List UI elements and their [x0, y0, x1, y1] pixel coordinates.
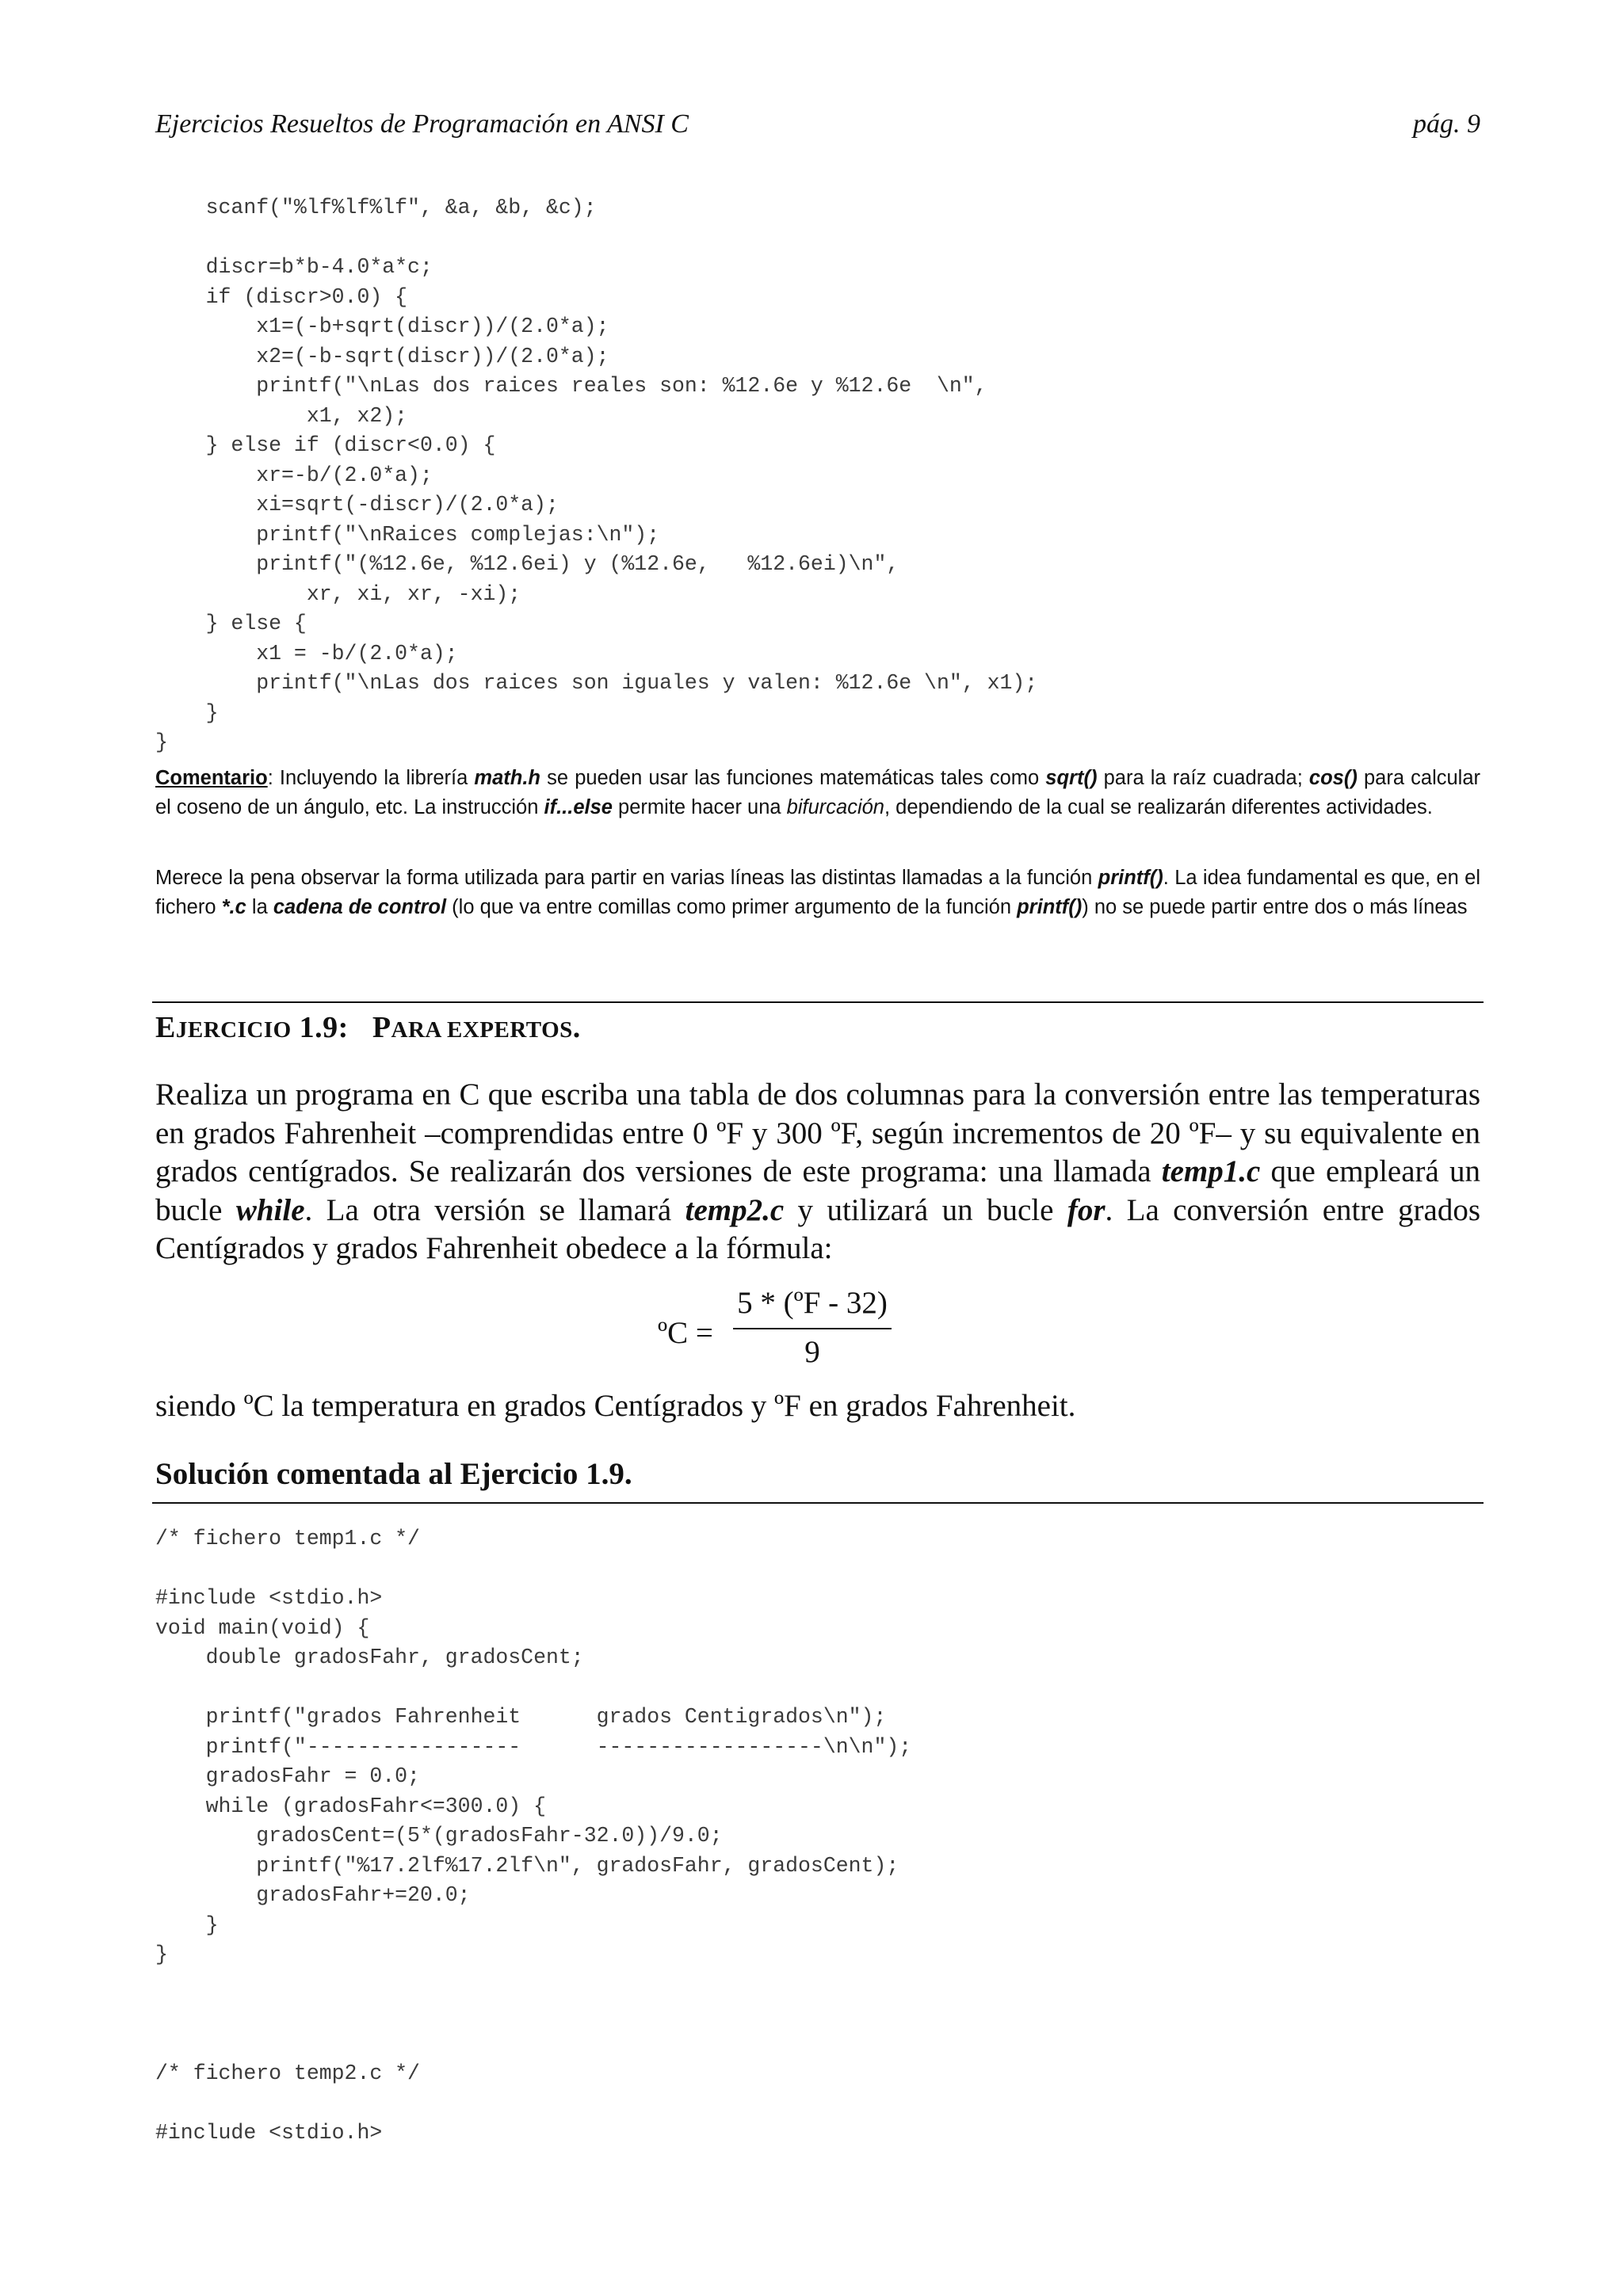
- section-divider-top: [152, 1001, 1484, 1003]
- formula-numerator: 5 * (ºF - 32): [737, 1286, 888, 1320]
- exercise-statement: Realiza un programa en C que escriba una tabla de dos columnas para la conversión entre las temperaturas en grados Fahrenheit –comprendidas entre 0 ºF y 300 ºF, según incrementos de 20 ºF– y su equivalente en grados centígrados. Se realizarán dos versiones de este programa: una llamada temp1.c que empleará un bucle while. La otra versión se llamará temp2.c y utilizará un bucle for. La conversión entre grados Centígrados y grados Fahrenheit obedece a la fórmula:: [155, 1077, 1480, 1265]
- formula-lhs: ºC =: [658, 1316, 713, 1350]
- page-number: pág. 9: [1413, 109, 1480, 139]
- section-divider-bottom: [152, 1502, 1484, 1504]
- page-header: [155, 109, 1480, 144]
- comment-paragraph-2: Merece la pena observar la forma utilizada para partir en varias líneas las distintas llamadas a la función printf(). La idea fundamental es que, en el fichero *.c la cadena de control (lo que va entre comillas como primer argumento de la función printf()) no se puede partir entre dos o más líneas: [155, 867, 1480, 918]
- solution-heading: Solución comentada al Ejercicio 1.9.: [155, 1457, 632, 1491]
- comment-label: Comentario: [155, 767, 268, 789]
- code-block-quadratic: scanf("%lf%lf%lf", &a, &b, &c); discr=b*b-4.0*a*c; if (discr>0.0) { x1=(-b+sqrt(discr))/(2.0*a); x2=(-b-sqrt(discr))/(2.0*a); printf("\nLas dos raices reales son: %12.6e y %12.6e \n", x1, x2); } else if (discr<0.0) { xr=-b/(2.0*a); xi=sqrt(-discr)/(2.0*a); printf("\nRaices complejas:\n"); printf("(%12.6e, %12.6ei) y (%12.6e, %12.6ei)\n", xr, xi, xr, -xi); } else { x1 = -b/(2.0*a); printf("\nLas dos raices son iguales y valen: %12.6e \n", x1); } }: [155, 196, 1038, 754]
- comment-paragraph-1: Comentario: Incluyendo la librería math.h se pueden usar las funciones matemáticas tales como sqrt() para la raíz cuadrada; cos() para calcular el coseno de un ángulo, etc. La instrucción if...else permite hacer una bifurcación, dependiendo de la cual se realizarán diferentes actividades.: [155, 767, 1480, 818]
- document-title: Ejercicios Resueltos de Programación en ANSI C: [155, 109, 689, 139]
- conversion-formula: [658, 1285, 911, 1380]
- formula-explanation: siendo ºC la temperatura en grados Centígrados y ºF en grados Fahrenheit.: [155, 1389, 1076, 1423]
- formula-denominator: 9: [804, 1335, 820, 1369]
- fraction-bar: [733, 1328, 892, 1329]
- code-block-temperature: /* fichero temp1.c */ #include <stdio.h> void main(void) { double gradosFahr, gradosCent; printf("grados Fahrenheit grados Centigrados\n"); printf("----------------- ------------------\n\n"); gradosFahr = 0.0; while (gradosFahr<=300.0) { gradosCent=(5*(gradosFahr-32.0))/9.0; printf("%17.2lf%17.2lf\n", gradosFahr, gradosCent); gradosFahr+=20.0; } } /* fichero temp2.c */ #include <stdio.h>: [155, 1527, 912, 2145]
- exercise-heading: EJERCICIO 1.9: PARA EXPERTOS.: [155, 1011, 581, 1044]
